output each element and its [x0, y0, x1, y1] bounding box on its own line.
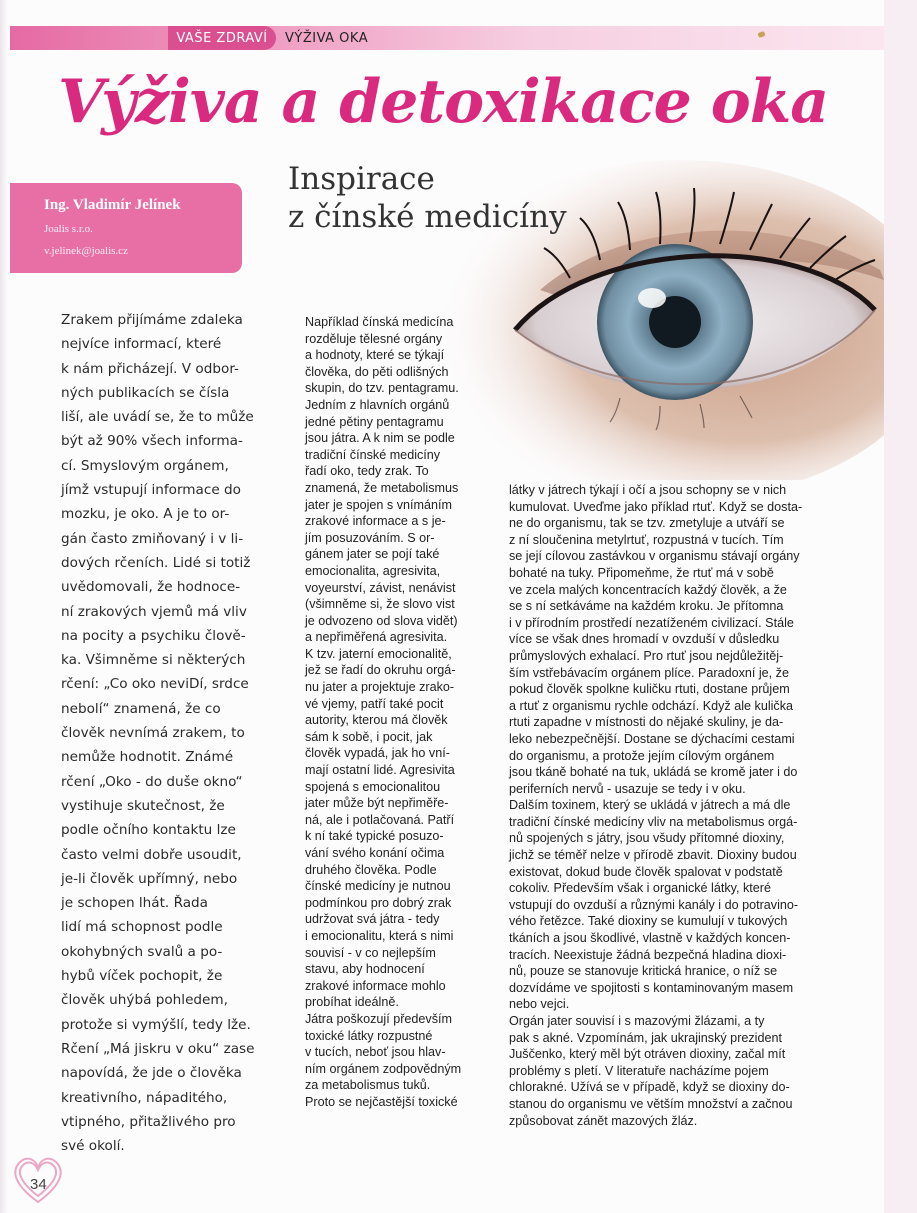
text-line: ne do organismu, tak se tzv. zmetyluje a utváří se: [509, 516, 785, 531]
text-line: Dalším toxinem, který se ukládá v játrech a má dle: [509, 798, 791, 813]
text-line: být až 90% všech informa-: [61, 433, 243, 450]
text-line: probíhat ideálně.: [305, 995, 399, 1010]
text-line: napovídá, že jde o člověka: [61, 1065, 242, 1082]
text-line: rozděluje tělesné orgány: [305, 331, 443, 346]
text-line: nu jater a projektuje zrako-: [305, 680, 455, 695]
text-line: vtipného, přitažlivého pro: [61, 1113, 236, 1130]
text-line: ných publikacích se čísla: [61, 384, 230, 401]
text-line: toxické látky rozpustné: [305, 1028, 433, 1043]
author-company: Joalis s.r.o.: [44, 223, 93, 235]
text-column-1: [61, 308, 281, 1158]
text-line: voyeurství, závist, nenávist: [305, 580, 456, 595]
text-line: zrakové informace mohlo: [305, 978, 446, 993]
text-line: v tucích, neboť jsou hlav-: [305, 1045, 446, 1060]
text-line: člověk nevnímá zrakem, to: [61, 725, 245, 742]
text-line: chlorakné. Užívá se v případě, když se dioxiny do-: [509, 1080, 790, 1095]
text-line: na pocity a psychiku člově-: [61, 627, 246, 644]
text-column-2: [305, 314, 505, 1111]
text-line: jsou tkáně bohaté na tuk, ukládá se kromě jater i do: [509, 765, 798, 780]
text-line: souvisí - v co nejlepším: [305, 945, 436, 960]
text-line: podmínkou pro dobrý zrak: [305, 895, 452, 910]
adjacent-page-strip: [884, 0, 917, 1213]
text-line: nebo vejci.: [509, 997, 570, 1012]
text-line: za metabolismus tuků.: [305, 1078, 431, 1093]
text-line: ším vstřebávacím orgánem plíce. Paradoxní je, že: [509, 665, 789, 680]
text-line: vání svého konání očima: [305, 846, 445, 860]
text-line: sám k sobě, i pocit, jak: [305, 729, 433, 744]
text-line: Proto se nejčastější toxické: [305, 1094, 458, 1109]
text-line: ve zcela malých koncentracích každý člověk, a že: [509, 582, 787, 597]
text-line: periferních nervů - usazuje se tedy i v oku.: [509, 781, 746, 796]
text-line: K tzv. jaterní emocionalitě,: [305, 646, 452, 661]
article-title: Výživa a detoxikace oka: [58, 67, 829, 137]
text-line: podle očního kontaktu lze: [61, 822, 236, 839]
text-line: lidí má schopnost podle: [61, 919, 223, 936]
text-line: pak s akné. Vzpomínám, jak ukrajinský prezident: [509, 1030, 782, 1045]
text-line: Játra poškozují především: [305, 1011, 452, 1026]
text-line: nů, pouze se stanovuje kritická hranice, o níž se: [509, 964, 778, 979]
text-line: z ní sloučenina metylrtuť, rozpustná v tucích. Tím: [509, 532, 784, 547]
text-line: nemůže hodnotit. Známé: [61, 749, 234, 766]
text-line: více se však dnes hromadí v ovzduší v důsledku: [509, 632, 780, 647]
subtitle-line: z čínské medicíny: [288, 199, 567, 235]
author-name: Ing. Vladimír Jelínek: [44, 197, 181, 213]
text-line: znamená, že metabolismus: [305, 480, 459, 495]
text-line: cí. Smyslovým orgánem,: [61, 457, 229, 474]
text-line: je schopen lhát. Řada: [61, 895, 209, 912]
text-line: zrakové informace a s je-: [305, 514, 446, 529]
text-line: pokud člověk spolkne kuličku rtuti, dostane průjem: [509, 682, 790, 697]
text-line: emocionalita, agresivita,: [305, 563, 441, 578]
text-line: je-li člověk upřímný, nebo: [61, 870, 238, 887]
text-line: vystihuje skutečnost, že: [61, 797, 225, 814]
text-line: Orgán jater souvisí i s mazovými žlázami, a ty: [509, 1014, 765, 1028]
text-line: člověka, do pěti odlišných: [305, 364, 449, 379]
text-line: rtuti zapadne v místnosti do nějaké skuliny, je da-: [509, 715, 784, 730]
text-line: Rčení „Má jiskru v oku“ zase: [61, 1040, 255, 1057]
text-line: liší, ale uvádí se, že to může: [61, 409, 254, 426]
text-line: druhého člověka. Podle: [305, 862, 437, 877]
text-line: kreativního, nápaditého,: [61, 1089, 228, 1106]
text-line: protože si vymýšlí, tedy lže.: [61, 1016, 251, 1033]
page-fold-shadow: [0, 0, 8, 1213]
text-line: leko nebezpečnější. Dostane se dýchacími cestami: [509, 731, 795, 746]
section-header-bar: [10, 26, 884, 50]
text-line: člověk uhýbá pohledem,: [61, 992, 228, 1009]
text-line: jedné pětiny pentagramu: [305, 414, 444, 429]
text-line: udržovat svá játra - tedy: [305, 912, 440, 927]
article-subtitle: [288, 160, 588, 236]
text-line: ní zrakových vjemů má vliv: [61, 603, 247, 620]
text-line: tradiční čínské medicíny: [305, 447, 441, 462]
text-line: se její cílovou zastávkou v organismu stávají orgány: [509, 549, 800, 564]
text-line: uvědomovali, že hodnoce-: [61, 579, 241, 596]
text-line: mají ostatní lidé. Agresivita: [305, 763, 455, 778]
text-line: jater může být nepřiměře-: [305, 796, 449, 811]
text-line: řadí oko, tedy zrak. To: [305, 464, 429, 479]
text-line: tradiční čínské medicíny vliv na metabolismus orgá-: [509, 814, 798, 829]
text-line: k ní také typické posuzo-: [305, 829, 444, 844]
text-line: a hodnoty, které se týkají: [305, 348, 445, 363]
page-number: 34: [30, 1176, 47, 1193]
text-line: a nepřiměřená agresivita.: [305, 630, 448, 645]
text-line: i emocionalitu, která s nimi: [305, 928, 454, 943]
text-line: jím posuzováním. S or-: [305, 530, 435, 545]
text-line: často velmi dobře usoudit,: [61, 846, 242, 863]
text-line: problémy s pletí. V literatuře nacházíme pojem: [509, 1063, 769, 1078]
text-line: Jedním z hlavních orgánů: [305, 397, 450, 412]
text-line: i v přírodním prostředí nezatíženém civilizací. Stále: [509, 615, 794, 630]
text-line: Zrakem přijímáme zdaleka: [61, 312, 243, 328]
text-line: vstupují do ovzduší a různými kanály i do potravino-: [509, 897, 799, 912]
text-line: jež se řadí do okruhu orgá-: [305, 663, 456, 678]
text-line: ním orgánem zodpovědným: [305, 1061, 462, 1076]
text-line: jsou játra. A k nim se podle: [305, 431, 455, 446]
text-line: stavu, aby hodnocení: [305, 962, 425, 977]
text-line: gánem jater se pojí také: [305, 547, 440, 562]
text-line: jater je spojen s vnímáním: [305, 497, 452, 512]
text-line: nebolí“ znamená, že co: [61, 700, 221, 717]
text-line: kumulovat. Uveďme jako příklad rtuť. Když se dosta-: [509, 499, 803, 514]
author-box: [10, 183, 242, 273]
author-email: v.jelinek@joalis.cz: [44, 245, 128, 257]
subsection-label: VÝŽIVA OKA: [285, 30, 369, 46]
text-line: ná, ale i potlačovaná. Patří: [305, 812, 455, 827]
text-line: dozvídáme ve spojitosti s kontaminovaným masem: [509, 980, 794, 995]
text-line: autority, kterou má člověk: [305, 713, 448, 728]
text-line: skupin, do tzv. pentagramu.: [305, 381, 459, 396]
text-line: člověk vypadá, jak ho vní-: [305, 746, 450, 761]
text-line: hybů víček pochopit, že: [61, 968, 223, 985]
text-line: jichž se téměř nelze v přírodě zbavit. Dioxiny budou: [509, 848, 797, 863]
text-line: Juščenko, který měl být otráven dioxiny, začal mít: [509, 1047, 786, 1062]
text-line: jímž vstupují informace do: [61, 482, 241, 499]
text-line: spojená s emocionalitou: [305, 779, 441, 794]
text-line: látky v játrech týkají i očí a jsou schopny se v nich: [509, 483, 787, 497]
text-line: k nám přicházejí. V odbor-: [61, 360, 239, 377]
text-line: (všimněme si, že slovo vist: [305, 597, 455, 612]
text-line: se s ní setkáváme na každém kroku. Je přítomna: [509, 599, 784, 614]
text-line: je odvozeno od slova vidět): [305, 613, 458, 628]
text-line: rčení „Oko - do duše okno“: [61, 773, 243, 790]
text-line: okohybných svalů a po-: [61, 943, 223, 960]
text-line: existovat, dokud bude člověk spalovat v podstatě: [509, 864, 783, 879]
text-line: způsobovat zánět mazových žláz.: [509, 1113, 698, 1128]
text-line: své okolí.: [61, 1138, 125, 1155]
text-line: gán často zmiňovaný i v li-: [61, 530, 244, 547]
text-line: vého řetězce. Také dioxiny se kumulují v tukových: [509, 914, 788, 929]
text-line: tkáních a jsou škodlivé, vlastně v každých koncen-: [509, 931, 791, 946]
text-line: nů spojených s játry, jsou všudy přítomné dioxiny,: [509, 831, 785, 846]
text-line: tracích. Neexistuje žádná bezpečná hladina dioxi-: [509, 947, 787, 962]
text-line: Například čínská medicína: [305, 315, 454, 329]
text-line: ka. Všimněme si některých: [61, 652, 246, 669]
text-line: nejvíce informací, které: [61, 336, 222, 353]
text-line: čínské medicíny je nutnou: [305, 879, 451, 894]
section-label: VAŠE ZDRAVÍ: [168, 26, 276, 50]
text-line: rčení: „Co oko neviDí, srdce: [61, 676, 249, 693]
text-line: stanou do organismu ve větším množství a začnou: [509, 1096, 793, 1111]
text-line: a rtuť z organismu rychle odchází. Když ale kulička: [509, 698, 794, 713]
text-line: průmyslových exhalací. Pro rtuť jsou nejdůležitěj-: [509, 648, 784, 663]
text-column-3: [509, 482, 869, 1129]
text-line: bohaté na tuky. Připomeňme, že rtuť má v sobě: [509, 565, 774, 580]
subtitle-line: Inspirace: [288, 161, 435, 197]
text-line: do organismu, a protože jejím cílovým orgánem: [509, 748, 775, 763]
text-line: mozku, je oko. A je to or-: [61, 506, 230, 523]
text-line: cokoliv. Především však i organické látky, které: [509, 881, 771, 896]
text-line: dových rčeních. Lidé si totiž: [61, 554, 251, 571]
text-line: vé vjemy, patří také pocit: [305, 696, 444, 711]
